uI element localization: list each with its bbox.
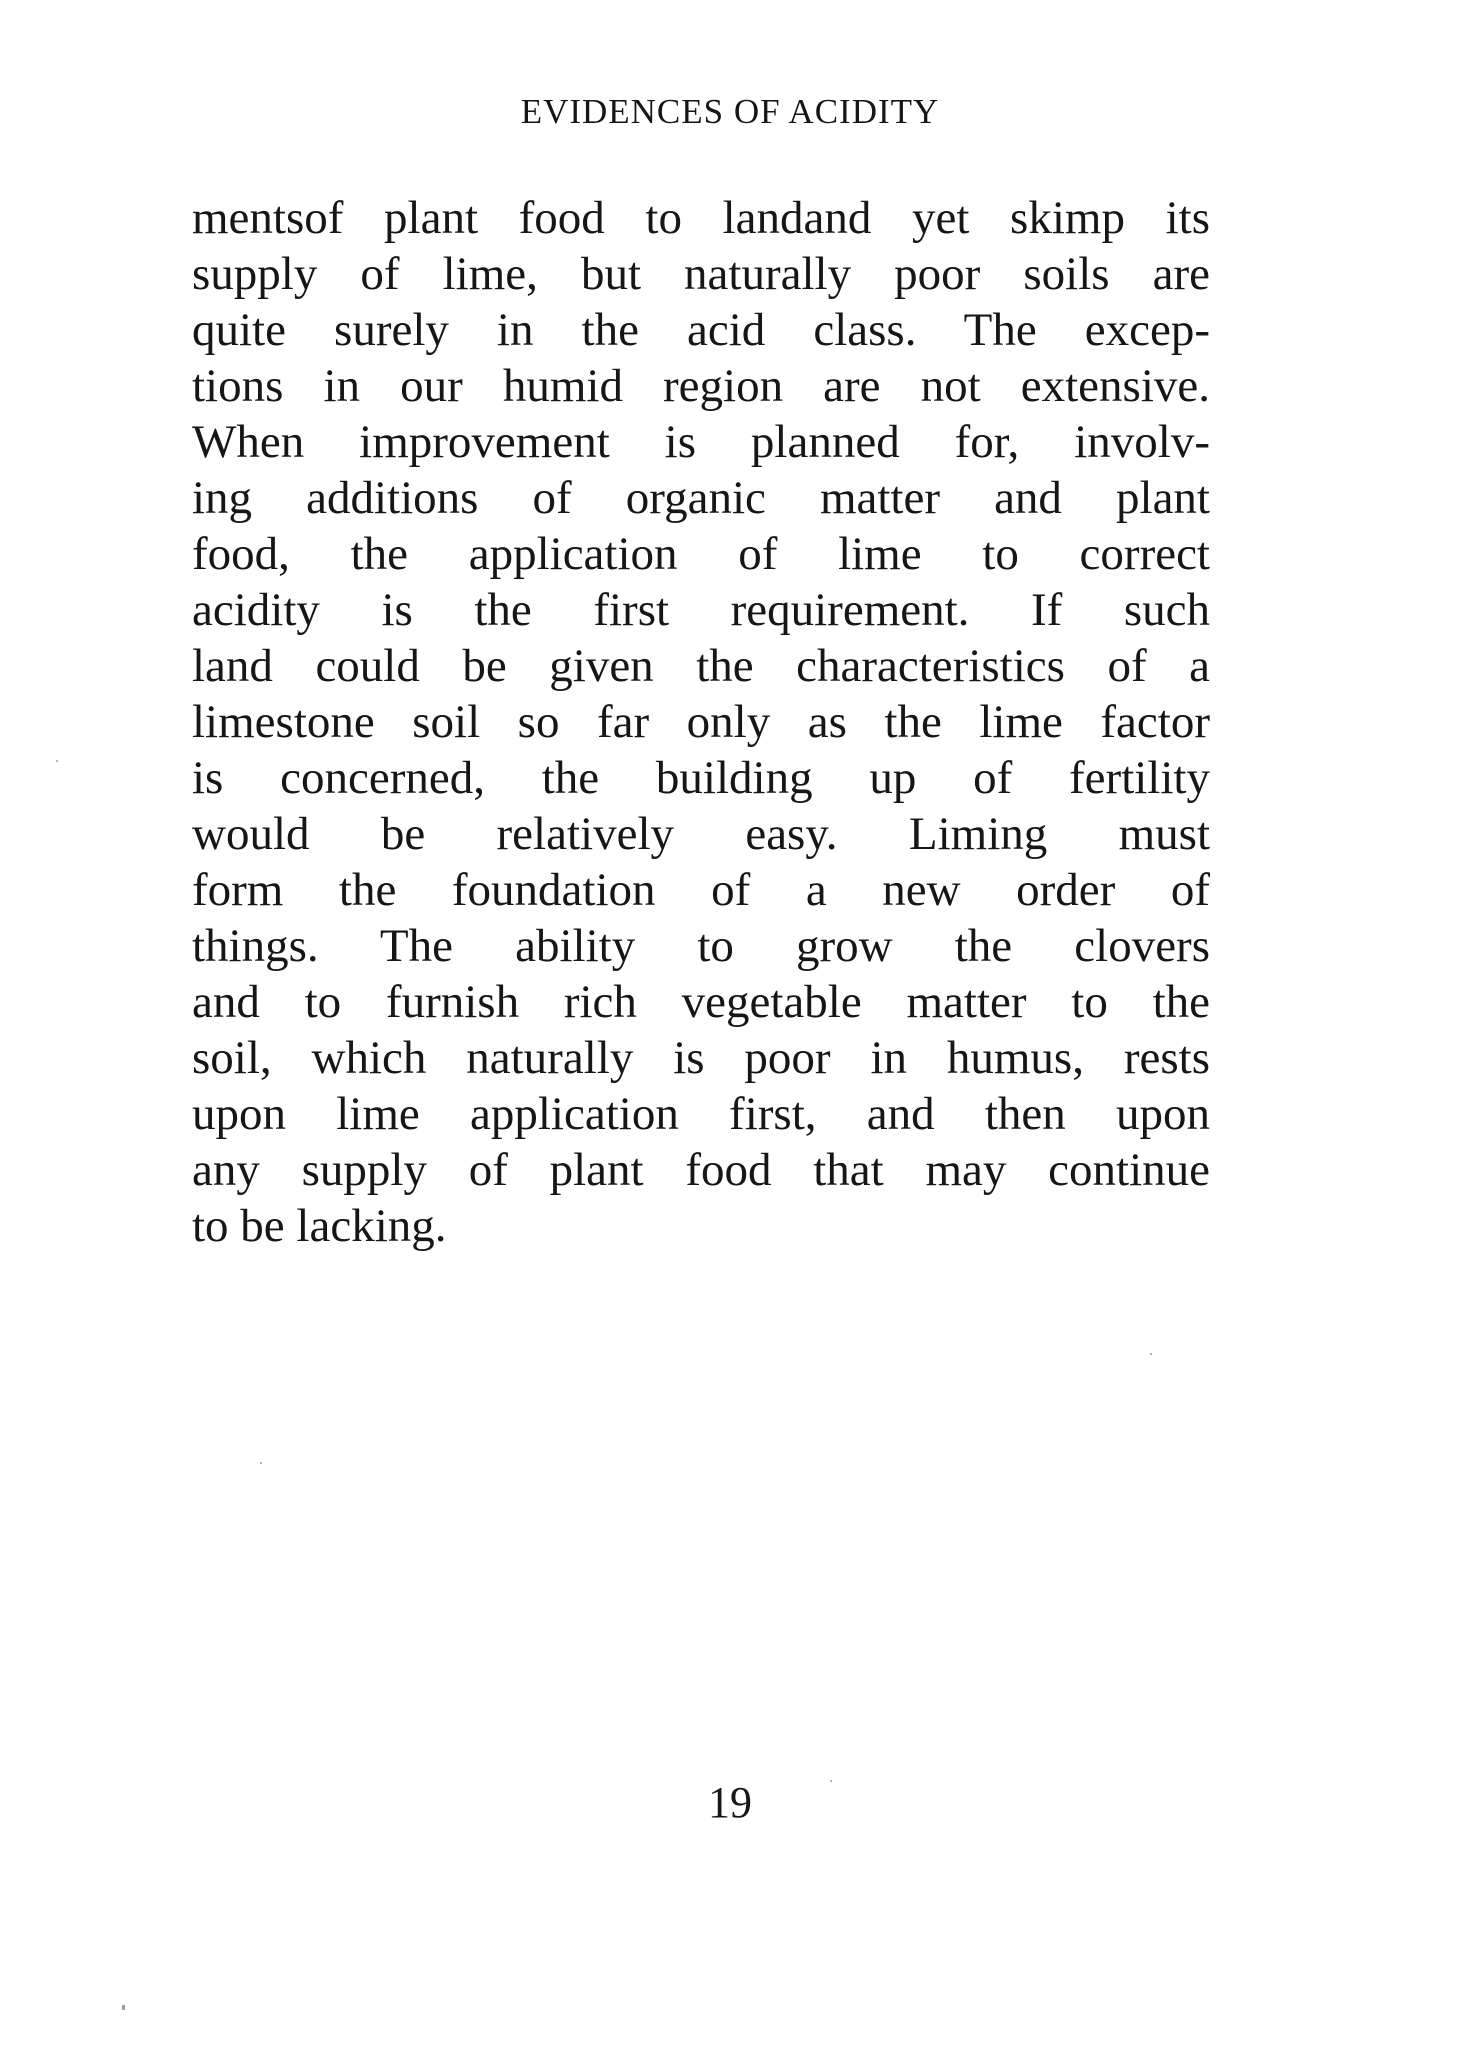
text-line: soil, which naturally is poor in humus, rests bbox=[192, 1032, 1210, 1084]
text-line: When improvement is planned for, involv- bbox=[192, 416, 1210, 468]
text-line: to be lacking. bbox=[192, 1200, 447, 1252]
text-line: supply of lime, but naturally poor soils are bbox=[192, 248, 1210, 300]
text-line: form the foundation of a new order of bbox=[192, 864, 1210, 916]
text-line: tions in our humid region are not extensive. bbox=[192, 360, 1210, 412]
text-line: and to furnish rich vegetable matter to the bbox=[192, 976, 1210, 1028]
text-line: ing additions of organic matter and plant bbox=[192, 472, 1210, 524]
text-line: acidity is the first requirement. If such bbox=[192, 584, 1210, 636]
text-line: land could be given the characteristics of a bbox=[192, 640, 1210, 692]
text-line: food, the application of lime to correct bbox=[192, 528, 1210, 580]
running-head: EVIDENCES OF ACIDITY bbox=[520, 92, 940, 131]
body-paragraph bbox=[192, 190, 1210, 1254]
text-line: is concerned, the building up of fertility bbox=[192, 752, 1210, 804]
scan-speck bbox=[260, 1462, 262, 1464]
text-line: would be relatively easy. Liming must bbox=[192, 808, 1210, 860]
text-line: limestone soil so far only as the lime factor bbox=[192, 696, 1210, 748]
scan-speck bbox=[830, 1780, 832, 1782]
text-line: mentsof plant food to landand yet skimp its bbox=[192, 192, 1210, 244]
scan-speck bbox=[56, 760, 58, 762]
page-number: 19 bbox=[708, 1778, 752, 1827]
scan-speck bbox=[122, 2005, 125, 2010]
text-line: upon lime application first, and then upon bbox=[192, 1088, 1210, 1140]
text-line: any supply of plant food that may continue bbox=[192, 1144, 1210, 1196]
text-line: quite surely in the acid class. The excep- bbox=[192, 304, 1210, 356]
scan-speck bbox=[1150, 1353, 1152, 1355]
text-line: things. The ability to grow the clovers bbox=[192, 920, 1210, 972]
